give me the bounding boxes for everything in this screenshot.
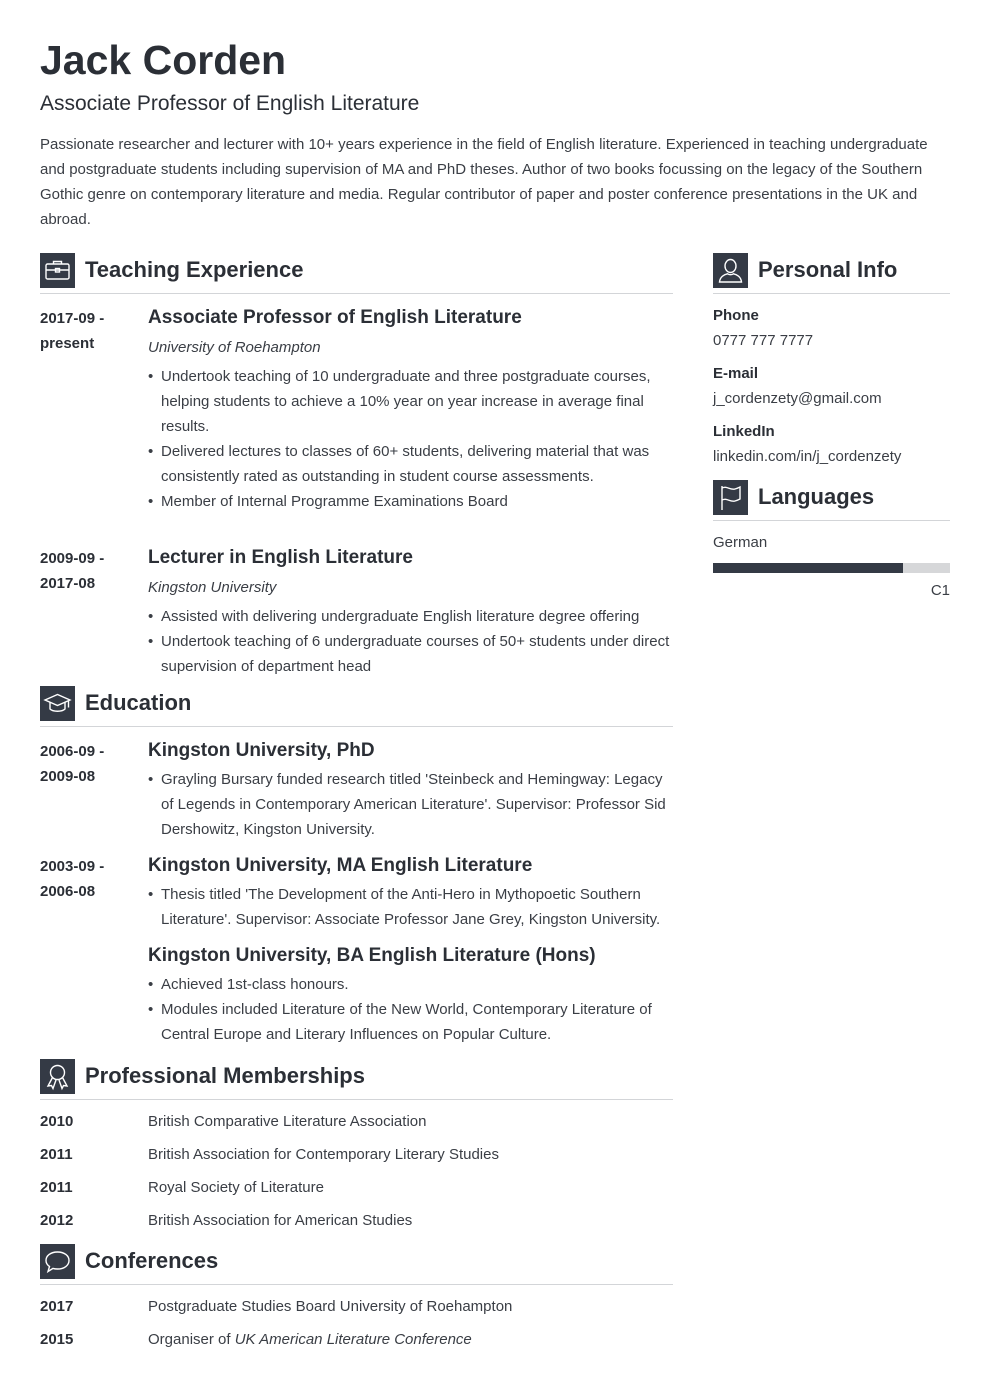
membership-name: British Association for Contemporary Literary Studies xyxy=(148,1146,499,1163)
section-header-memberships xyxy=(40,1059,673,1100)
bullet-item: • Undertook teaching of 10 undergraduate and three postgraduate courses, helping students to achieve a 10% year on year increase in average final results. xyxy=(148,364,673,439)
conference-name: Organiser of UK American Literature Conference xyxy=(148,1331,472,1348)
section-header-conferences xyxy=(40,1244,673,1285)
conference-row xyxy=(40,1327,673,1352)
section-header-languages xyxy=(713,480,950,521)
entry-bullets xyxy=(148,972,673,1047)
membership-year: 2011 xyxy=(40,1179,73,1196)
membership-name: Royal Society of Literature xyxy=(148,1179,324,1196)
entry-date: 2009-09 - 2017-08 xyxy=(40,550,105,592)
entry-organization: University of Roehampton xyxy=(148,339,321,356)
bullet-item: • Modules included Literature of the New World, Contemporary Literature of Central Europe and Literary Influences on Popular Culture. xyxy=(148,997,673,1047)
conference-year: 2015 xyxy=(40,1331,74,1348)
linkedin-label: LinkedIn xyxy=(713,423,775,440)
membership-year: 2010 xyxy=(40,1113,74,1130)
entry-bullets xyxy=(148,604,673,679)
profile-summary: Passionate researcher and lecturer with 10+ years experience in the field of English literature. Experienced in teaching undergraduate and postgraduate students including supervision of MA and PhD theses. Author of two books focussing on the legacy of the Southern Gothic genre on contemporary literature and media. Regular contributor of paper and poster conference presentations in the UK and abroad. xyxy=(40,136,928,228)
bullet-item: • Undertook teaching of 6 undergraduate courses of 50+ students under direct supervision of department head xyxy=(148,629,673,679)
entry-date: 2006-09 - 2009-08 xyxy=(40,743,105,785)
section-title: Personal Info xyxy=(758,257,898,282)
bullet-item: • Thesis titled 'The Development of the Anti-Hero in Mythopoetic Southern Literature'. Supervisor: Associate Professor Jane Grey, Kingston University. xyxy=(148,882,673,932)
membership-row xyxy=(40,1142,673,1167)
entry-title: Kingston University, MA English Literature xyxy=(148,855,533,876)
language-level: C1 xyxy=(930,582,950,599)
email-value: j_cordenzety@gmail.com xyxy=(713,390,882,407)
entry-organization: Kingston University xyxy=(148,579,277,596)
graduation-cap-icon xyxy=(40,686,75,721)
section-title: Professional Memberships xyxy=(85,1063,365,1088)
award-ribbon-icon xyxy=(40,1059,75,1094)
phone-value: 0777 777 7777 xyxy=(713,332,814,349)
language-proficiency-fill xyxy=(713,563,903,573)
email-label: E-mail xyxy=(713,365,759,382)
candidate-title: Associate Professor of English Literature xyxy=(40,92,420,115)
conference-title: UK American Literature Conference xyxy=(234,1331,472,1348)
membership-name: British Comparative Literature Association xyxy=(148,1113,427,1130)
entry-title: Lecturer in English Literature xyxy=(148,547,413,568)
speech-bubble-icon xyxy=(40,1244,75,1279)
membership-row xyxy=(40,1109,673,1134)
linkedin-value: linkedin.com/in/j_cordenzety xyxy=(713,448,902,465)
flag-icon xyxy=(713,480,748,515)
entry-title: Associate Professor of English Literature xyxy=(148,307,522,328)
membership-row xyxy=(40,1208,673,1233)
entry-bullets xyxy=(148,364,673,514)
bullet-item: • Grayling Bursary funded research titled 'Steinbeck and Hemingway: Legacy of Legends in Contemporary American Literature'. Supervisor: Professor Sid Dershowitz, Kingston University. xyxy=(148,767,673,842)
bullet-item: • Delivered lectures to classes of 60+ students, delivering material that was consistently rated as outstanding in student course assessments. xyxy=(148,439,673,489)
membership-year: 2011 xyxy=(40,1146,73,1163)
language-name: German xyxy=(713,534,768,551)
entry-date: 2003-09 - 2006-08 xyxy=(40,858,105,900)
user-icon xyxy=(713,253,748,288)
entry-bullets xyxy=(148,767,673,842)
section-header-education xyxy=(40,686,673,727)
candidate-name: Jack Corden xyxy=(40,37,287,83)
membership-row xyxy=(40,1175,673,1200)
membership-year: 2012 xyxy=(40,1212,74,1229)
section-header-teaching xyxy=(40,253,673,294)
section-header-personal-info xyxy=(713,253,950,294)
membership-name: British Association for American Studies xyxy=(148,1212,413,1229)
entry-bullets xyxy=(148,882,673,932)
bullet-item: • Assisted with delivering undergraduate English literature degree offering xyxy=(148,604,673,629)
language-proficiency-bar xyxy=(713,563,950,573)
section-title: Languages xyxy=(758,484,875,509)
section-title: Conferences xyxy=(85,1248,219,1273)
conference-year: 2017 xyxy=(40,1298,74,1315)
briefcase-icon xyxy=(40,253,75,288)
entry-title: Kingston University, PhD xyxy=(148,740,375,761)
conference-name: Postgraduate Studies Board University of Roehampton xyxy=(148,1298,513,1315)
entry-title: Kingston University, BA English Literature (Hons) xyxy=(148,945,596,966)
conference-row xyxy=(40,1294,673,1319)
section-title: Education xyxy=(85,690,192,715)
phone-label: Phone xyxy=(713,307,759,324)
bullet-item: • Member of Internal Programme Examinations Board xyxy=(148,489,673,514)
section-title: Teaching Experience xyxy=(85,257,304,282)
bullet-item: • Achieved 1st-class honours. xyxy=(148,972,673,997)
entry-date: 2017-09 - present xyxy=(40,310,105,352)
